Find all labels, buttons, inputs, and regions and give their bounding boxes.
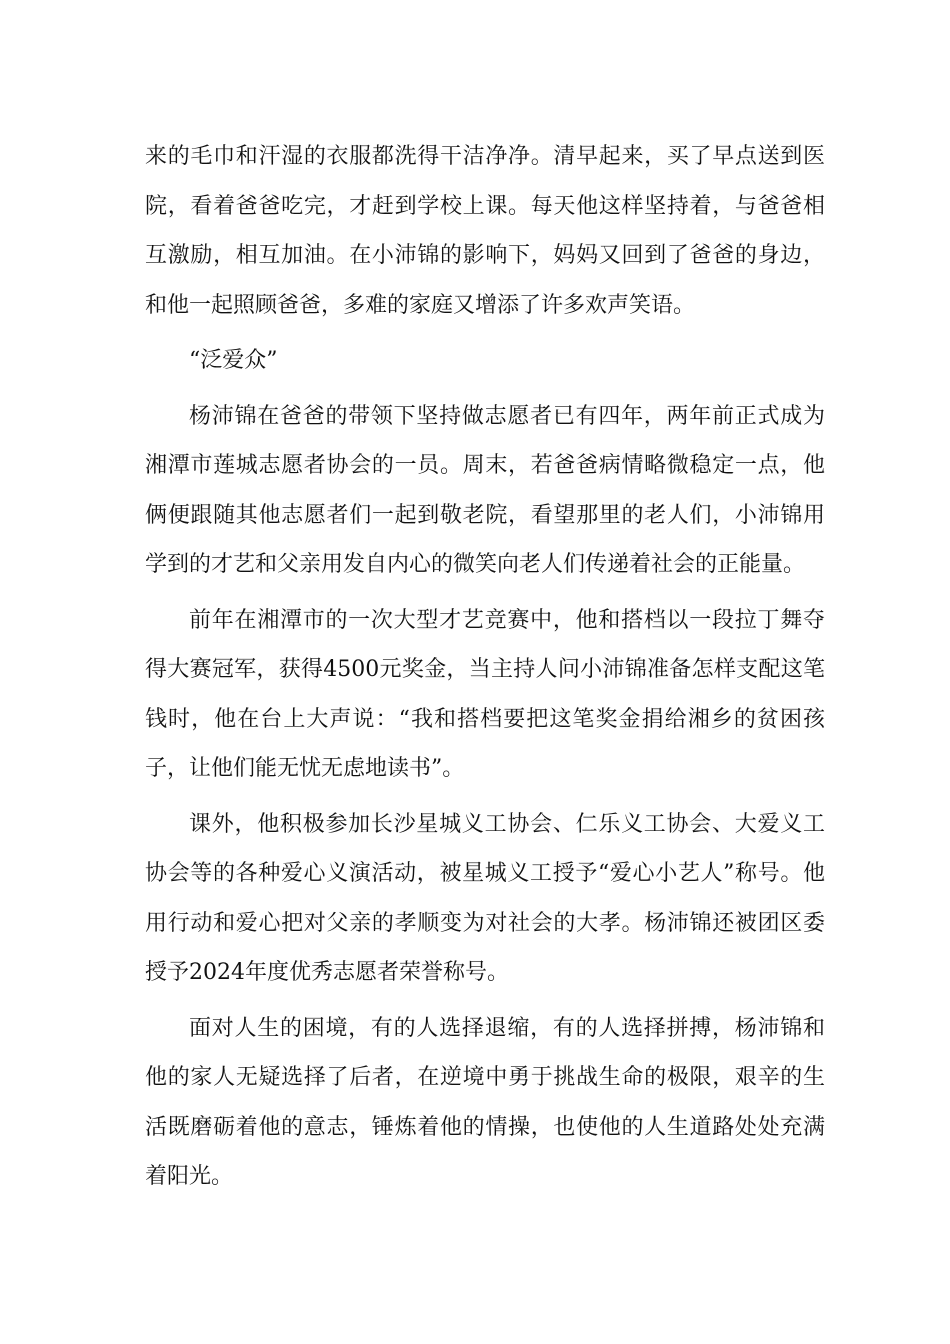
paragraph-continued: 来的毛巾和汗湿的衣服都洗得干洁净净。清早起来，买了早点送到医院，看着爸爸吃完，才赶到学校上课。每天他这样坚持着，与爸爸相互激励，相互加油。在小沛锦的影响下，妈妈又回到了爸爸的身边，和他一起照顾爸爸，多难的家庭又增添了许多欢声笑语。 xyxy=(145,144,825,318)
paragraph: 面对人生的困境，有的人选择退缩，有的人选择拼搏，杨沛锦和他的家人无疑选择了后者，在逆境中勇于挑战生命的极限，艰辛的生活既磨砺着他的意志，锤炼着他的情操，也使他的人生道路处处充满着阳光。 xyxy=(145,1015,825,1189)
section-heading: “泛爱众” xyxy=(189,348,278,373)
paragraph: 前年在湘潭市的一次大型才艺竞赛中，他和搭档以一段拉丁舞夺得大赛冠军，获得4500元奖金，当主持人问小沛锦准备怎样支配这笔钱时，他在台上大声说：“我和搭档要把这笔奖金捐给湘乡的贫困孩子，让他们能无忧无虑地读书”。 xyxy=(145,607,825,781)
document-body xyxy=(145,132,825,1202)
paragraph: 杨沛锦在爸爸的带领下坚持做志愿者已有四年，两年前正式成为湘潭市莲城志愿者协会的一员。周末，若爸爸病情略微稳定一点，他俩便跟随其他志愿者们一起到敬老院，看望那里的老人们，小沛锦用学到的才艺和父亲用发自内心的微笑向老人们传递着社会的正能量。 xyxy=(145,403,825,577)
paragraph: 课外，他积极参加长沙星城义工协会、仁乐义工协会、大爱义工协会等的各种爱心义演活动，被星城义工授予“爱心小艺人”称号。他用行动和爱心把对父亲的孝顺变为对社会的大孝。杨沛锦还被团区委授予2024年度优秀志愿者荣誉称号。 xyxy=(145,811,825,985)
